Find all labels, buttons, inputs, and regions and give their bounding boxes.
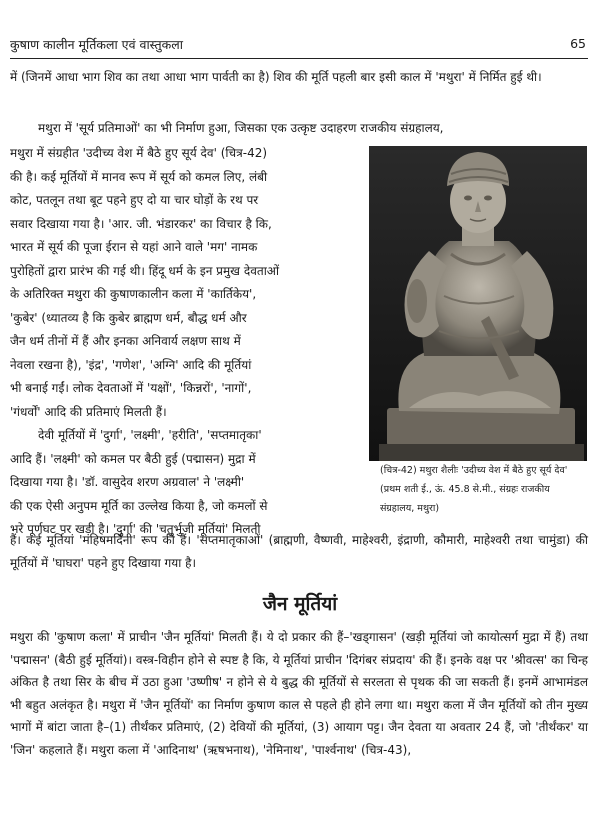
text-line: दिखाया गया है। 'डॉ. वासुदेव शरण अग्रवाल' ने 'लक्ष्मी': [10, 475, 245, 489]
paragraph-devi-continued: हैं। कई मूर्तियां 'महिषमर्दिनी' रूप की हैं। 'सप्तमातृकाओं' (ब्राह्मणी, वैष्णवी, माहेश्वरी, इंद्राणी, कौमारी, माहेश्वरी तथा चामुंडा) की मूर्तियों में 'घाघरा' पहने हुए दिखाया गया है।: [10, 533, 588, 570]
text-line: जैन धर्म तीनों में हैं और इनका अनिवार्य लक्षण साथ में: [10, 334, 241, 348]
section-heading-jain: जैन मूर्तियां: [262, 593, 338, 615]
text-line: आदि हैं। 'लक्ष्मी' को कमल पर बैठी हुई (पद्मासन) मुद्रा में: [10, 451, 256, 466]
paragraph-surya-line-1: मथुरा में 'सूर्य प्रतिमाओं' का भी निर्माण हुआ, जिसका एक उत्कृष्ट उदाहरण राजकीय संग्रहालय,: [38, 121, 444, 135]
paragraph-shiva-intro: में (जिनमें आधा भाग शिव का तथा आधा भाग पार्वती का है) शिव की मूर्ति पहली बार इसी काल में 'मथुरा' में निर्मित हुई थी।: [10, 70, 542, 84]
text-line: 'गंधर्वों' आदि की प्रतिमाएं मिलती हैं।: [10, 404, 167, 419]
text-line: 'कुबेर' (ध्यातव्य है कि कुबेर ब्राह्मण धर्म, बौद्ध धर्म और: [10, 310, 247, 325]
text-line: की है। कई मूर्तियों में मानव रूप में सूर्य को कमल लिए, लंबी: [10, 169, 268, 184]
paragraph-jain-sculptures: मथुरा की 'कुषाण कला' में प्राचीन 'जैन मूर्तियां' मिलती हैं। ये दो प्रकार की हैं–'खड्गासन' (खड़ी मूर्तियां जो कायोत्सर्ग मुद्रा में हैं) तथा 'पद्मासन' (बैठी हुई मूर्तियां)। वस्त्र-विहीन होने से स्पष्ट है कि, ये मूर्तियां प्राचीन 'दिगंबर संप्रदाय' की हैं। इनके वक्ष पर 'श्रीवत्स' का चिन्ह अंकित है तथा सिर के बीच में उठा हुआ 'उष्णीष' न होने से ये बुद्ध की मूर्तियों से सरलता से पृथक की जा सकती हैं। इनमें आभामंडल भी बहुत अलंकृत है। मथुरा में 'जैन मूर्तियों' का निर्माण कुषाण काल से पहले ही होने लगा था। मथुरा कला में जैन मूर्तियों को तीन मुख्य भागों में बांटा जाता है–(1) तीर्थंकर प्रतिमाएं, (2) देवियों की मूर्तियां, (3) आयाग पट्ट। जैन देवता या अवतार 24 हैं, जो 'तीर्थंकर' या 'जिन' कहलाते हैं। मथुरा कला में 'आदिनाथ' (ऋषभनाथ), 'नेमिनाथ', 'पार्श्वनाथ' (चित्र-43),: [10, 630, 588, 757]
figure-surya-sculpture: [369, 146, 587, 461]
text-line: के अतिरिक्त मथुरा की कुषाणकालीन कला में 'कार्तिकेय',: [10, 287, 257, 301]
sculpture-photo: [369, 146, 587, 461]
text-line: भारत में सूर्य की पूजा ईरान से यहां आने वाले 'मग' नामक: [10, 240, 258, 254]
figure-caption: (चित्र-42) मथुरा शैलीः 'उदीच्य वेश में बैठे हुए सूर्य देव' (प्रथम शती ई., ऊं. 45.8 से.मी., संग्रहः राजकीय संग्रहालय, मथुरा): [380, 465, 568, 514]
text-line: भी बनाई गईं। लोक देवताओं में 'यक्षों', 'किन्नरों', 'नागों',: [10, 381, 252, 395]
page-header: [10, 36, 588, 59]
text-line: नेवला रखना है), 'इंद्र', 'गणेश', 'अग्नि' आदि की मूर्तियां: [10, 357, 252, 372]
text-line: मथुरा में संग्रहीत 'उदीच्य वेश में बैठे हुए सूर्य देव' (चित्र-42): [10, 146, 268, 160]
page-number: 65: [570, 36, 586, 51]
text-line: देवी मूर्तियों में 'दुर्गा', 'लक्ष्मी', 'हरीति', 'सप्तमातृका': [38, 428, 262, 442]
text-line: पुरोहितों द्वारा प्रारंभ की गई थी। हिंदू धर्म के इन प्रमुख देवताओं: [10, 263, 280, 278]
running-title: कुषाण कालीन मूर्तिकला एवं वास्तुकला: [10, 37, 183, 52]
text-line: की एक ऐसी अनुपम मूर्ति का उल्लेख किया है, जो कमलों से: [10, 498, 268, 513]
text-line: कोट, पतलून तथा बूट पहने हुए दो या चार घोड़ों के रथ पर: [10, 193, 259, 207]
text-line: भरे पूर्णघट पर खड़ी है। 'दुर्गा' की 'चतुर्भुजी मूर्तियां' मिलती: [10, 522, 261, 536]
paragraph-surya-wrapped: [10, 142, 366, 542]
text-line: सवार दिखाया गया है। 'आर. जी. भंडारकर' का विचार है कि,: [10, 216, 272, 231]
